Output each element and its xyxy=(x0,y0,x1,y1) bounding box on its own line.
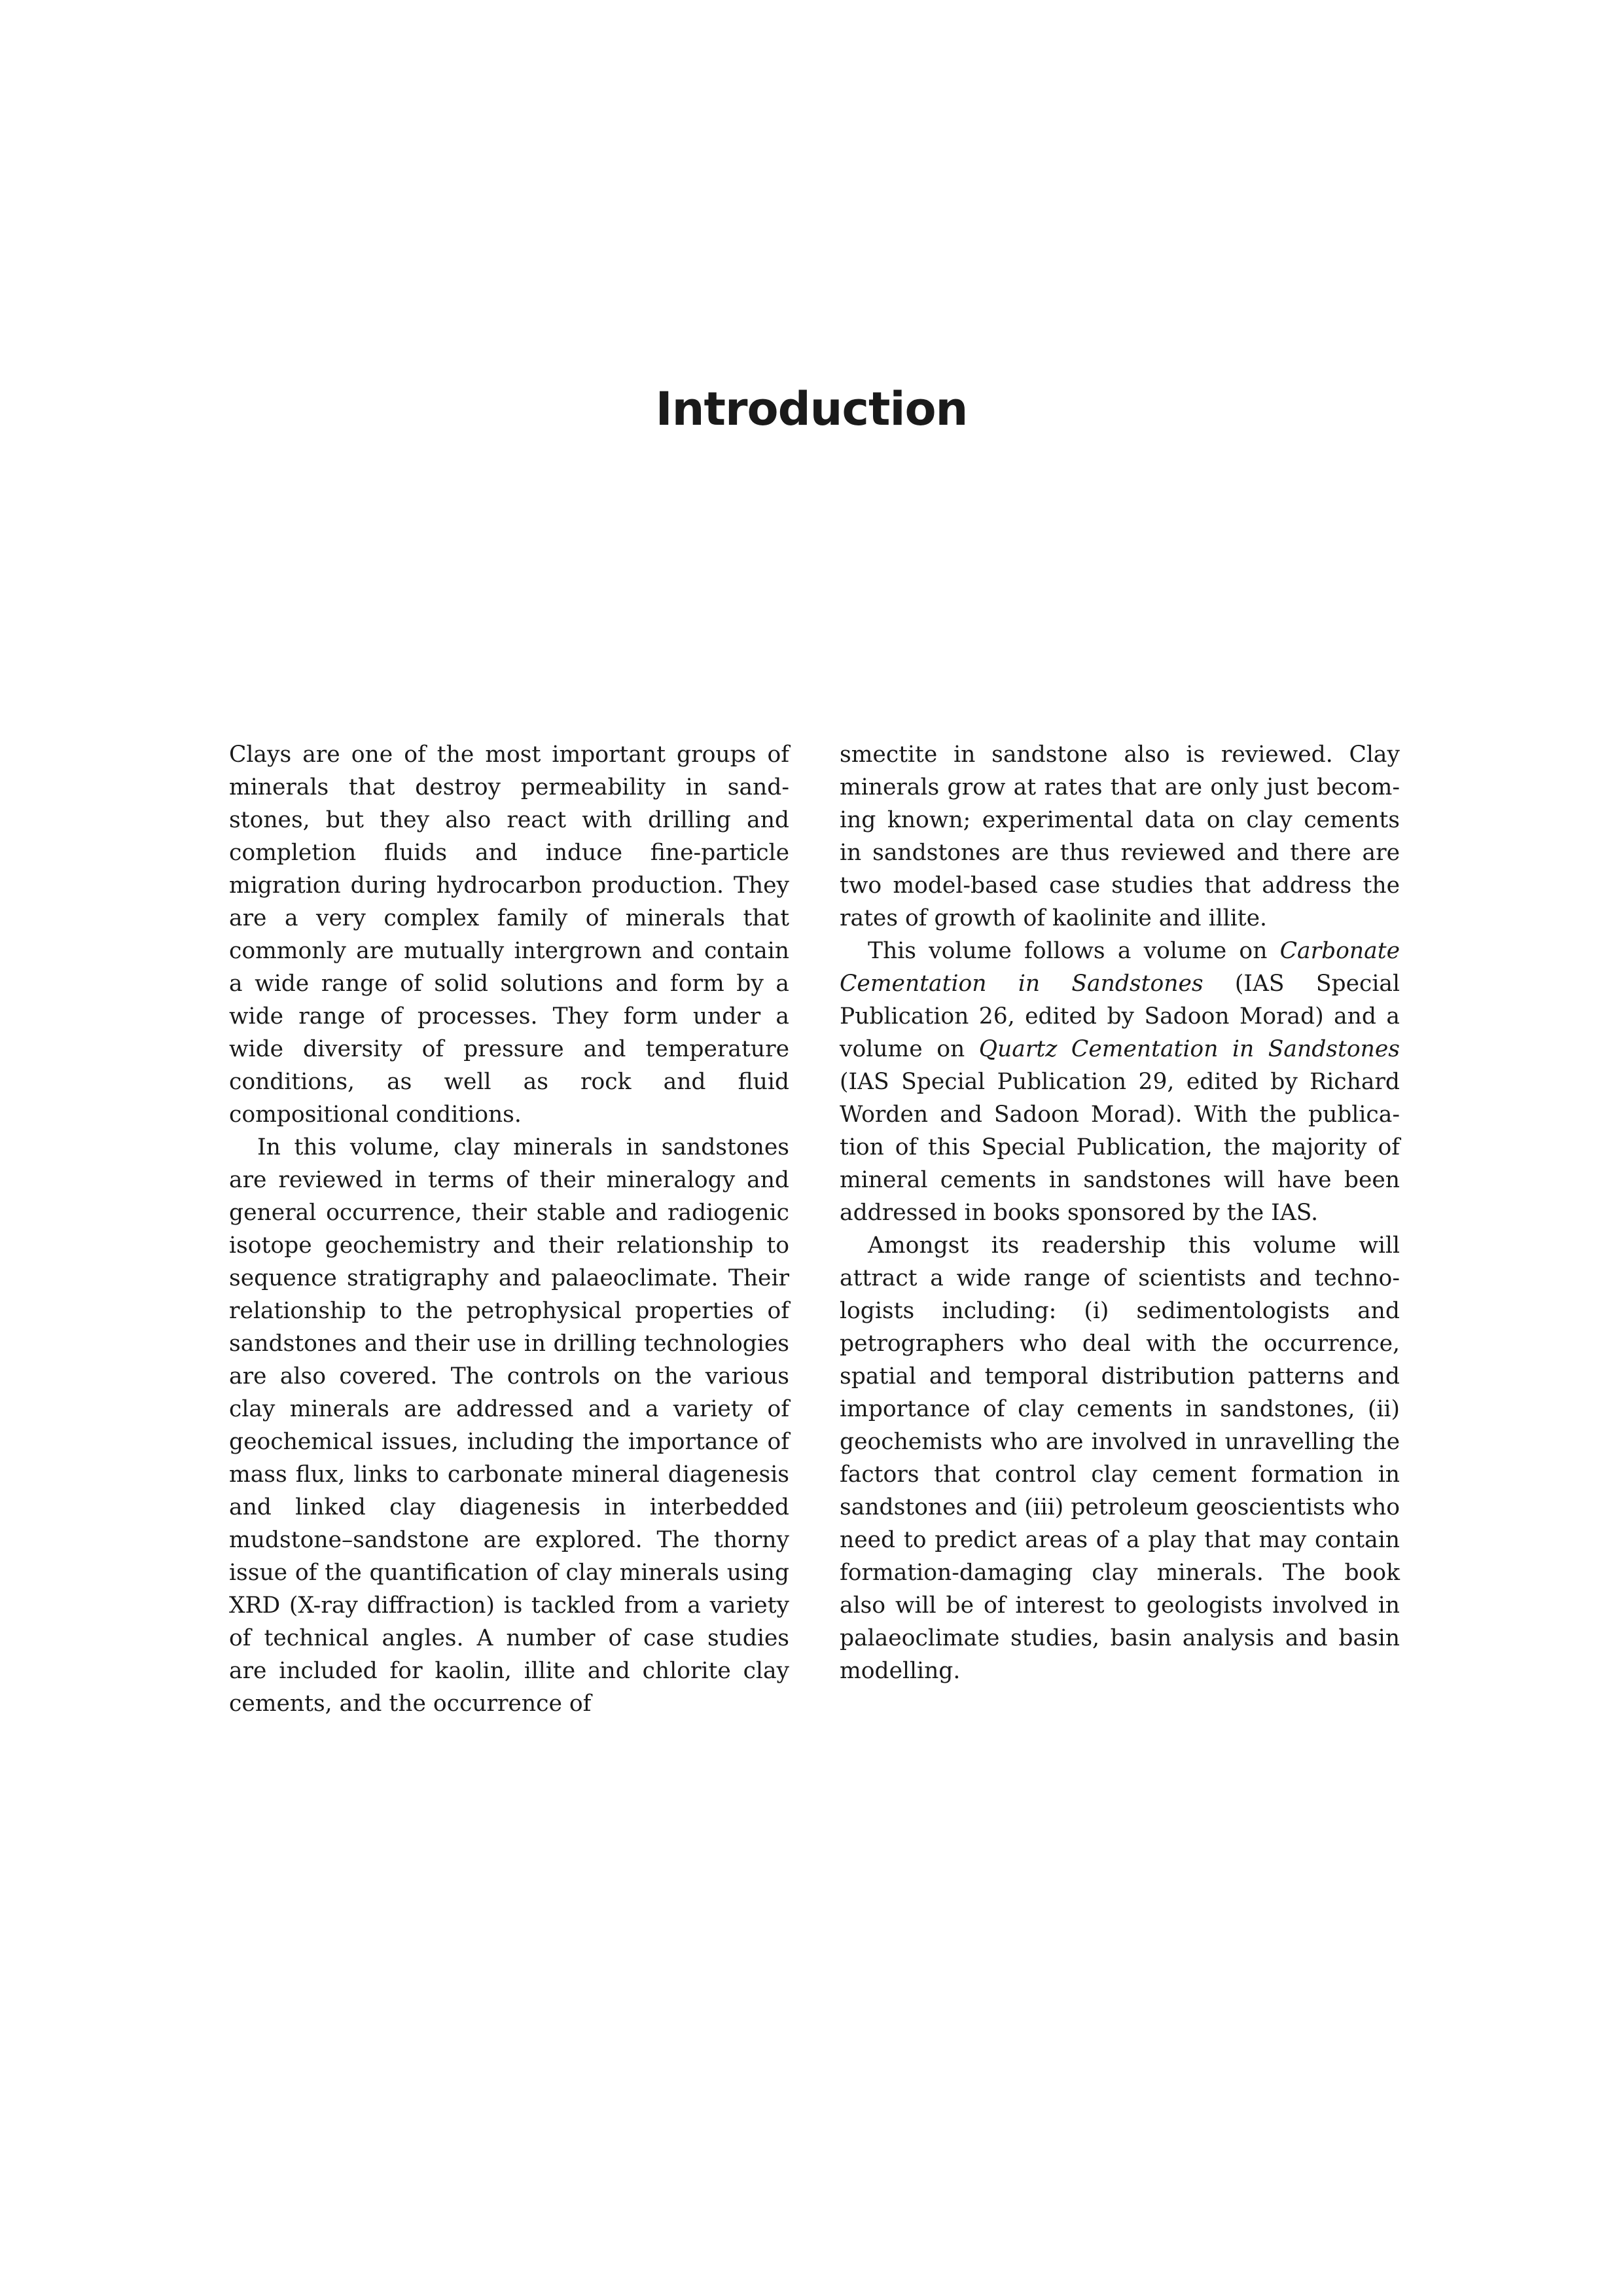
paragraph: Clays are one of the most important groups of minerals that destroy permeability in sandstones, but they also react with drilling and completion fluids and induce fine-particle migration during hydrocarbon production. They are a very complex family of minerals that commonly are mutually intergrown and contain a wide range of solid solutions and form by a wide range of processes. They form under a wide diversity of pressure and temperature conditions, as well as rock and fluid compositional conditions. xyxy=(229,742,789,1128)
text-run: This volume follows a volume on xyxy=(868,938,1280,964)
paragraph: smectite in sandstone also is reviewed. Clay minerals grow at rates that are only just becoming known; experimental data on clay cements in sandstones are thus reviewed and there are two model-based case studies that address the rates of growth of kaolinite and illite. xyxy=(840,742,1400,931)
book-title: Carbonate Cementation in Sandstones xyxy=(840,938,1400,997)
text-run: (IAS Special Publication 29, edited by Richard Worden and Sadoon Morad). With the publication of this Special Publication, the majority of mineral cements in sandstones will have been addressed in books sponsored by the IAS. xyxy=(840,1069,1400,1226)
book-title: Quartz Cementation in Sandstones xyxy=(978,1036,1400,1062)
paragraph: In this volume, clay minerals in sandstones are reviewed in terms of their mineralogy and general occurrence, their stable and radiogenic isotope geochemistry and their relationship to sequence stratigraphy and palaeoclimate. Their relationship to the petrophysical properties of sandstones and their use in drilling technologies are also covered. The controls on the various clay minerals are addressed and a variety of geochemical issues, including the importance of mass flux, links to carbonate mineral diagenesis and linked clay diagenesis in interbedded mudstone–sandstone are explored. The thorny issue of the quantification of clay minerals using XRD (X-ray diffraction) is tackled from a variety of technical angles. A number of case studies are included for kaolin, illite and chlorite clay cements, and the occurrence of xyxy=(229,1134,789,1717)
text-run: (IAS Special Publication 26, edited by Sadoon Morad) and a volume on xyxy=(840,971,1400,1062)
paragraph: Amongst its readership this volume will attract a wide range of scientists and technologists including: (i) sedimentologists and petrographers who deal with the occurrence, spatial and temporal distribution patterns and importance of clay cements in sandstones, (ii) geochemists who are involved in unravelling the factors that control clay cement formation in sandstones and (iii) petroleum geoscientists who need to predict areas of a play that may contain formation-damaging clay minerals. The book also will be of interest to geologists involved in palaeoclimate studies, basin analysis and basin modelling. xyxy=(840,1232,1400,1684)
page-title: Introduction xyxy=(655,382,968,436)
paragraph xyxy=(840,935,1400,1229)
left-column xyxy=(229,738,789,1720)
right-column xyxy=(840,738,1400,1687)
